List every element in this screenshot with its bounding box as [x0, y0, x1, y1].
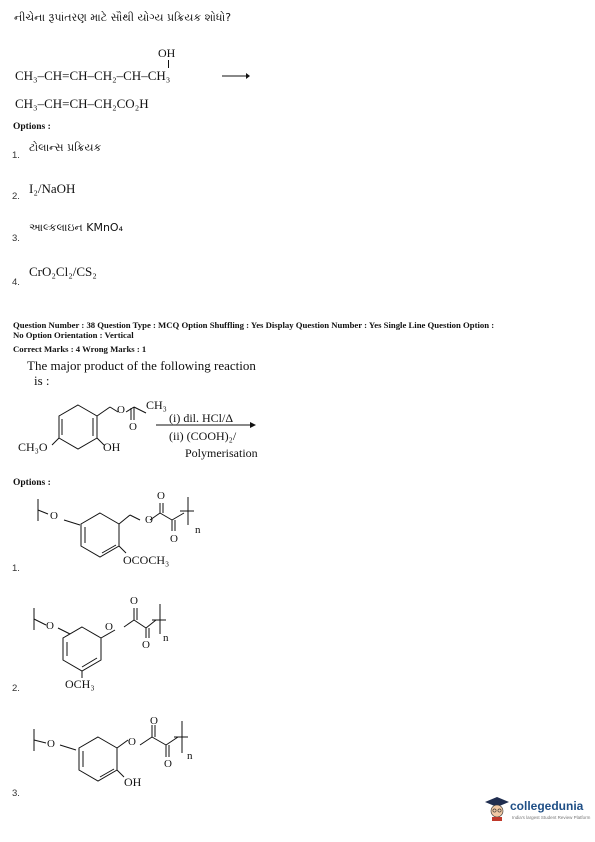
ester-o-label: O — [128, 736, 136, 748]
ether-o-label: O — [117, 404, 125, 416]
q37-option-3[interactable]: આલ્કલાઇન KMnO₄ — [29, 221, 123, 234]
carbonyl-o-label: O — [157, 490, 165, 502]
q37-option-2[interactable]: I₂/NaOH — [29, 181, 76, 196]
carbonyl-o-label: O — [130, 595, 138, 607]
q38-marks: Correct Marks : 4 Wrong Marks : 1 — [13, 344, 147, 354]
ether-o-label: O — [47, 738, 55, 750]
option-number: 3. — [12, 788, 20, 799]
ester-o-label: O — [145, 514, 153, 526]
carbonyl-o-label: O — [170, 533, 178, 545]
repeat-n-label: n — [187, 750, 193, 762]
option-number: 1. — [12, 150, 20, 161]
condition-1: (i) dil. HCl/Δ — [169, 411, 234, 425]
option-number: 2. — [12, 191, 20, 202]
option-1-polymer-structure[interactable] — [20, 493, 220, 568]
q38-question-line-1: The major product of the following reaction — [27, 358, 256, 373]
q38-meta-line-2: No Option Orientation : Vertical — [13, 330, 134, 340]
reaction-arrow — [222, 70, 250, 82]
q37-options-label: Options : — [13, 122, 51, 132]
q38-meta-line-1: Question Number : 38 Question Type : MCQ Option Shuffling : Yes Display Question Number : Yes Single Line Question Option : — [13, 320, 495, 330]
repeat-n-label: n — [163, 632, 169, 644]
option-2-substituent: OCH₃ — [65, 677, 95, 691]
condition-3: Polymerisation — [185, 446, 258, 460]
oh-label: OH — [158, 46, 176, 60]
oh-label: OH — [103, 440, 121, 454]
ether-o-label: O — [50, 510, 58, 522]
reactant-formula: CH₃–CH=CH–CH₂–CH–CH₃ — [15, 68, 171, 83]
q37-question: નીચેના રૂપાંતરણ માટે સૌથી યોગ્ય પ્રક્રિયક શોધો? — [14, 11, 232, 24]
oh-bond — [168, 60, 169, 68]
carbonyl-o-label: O — [142, 639, 150, 651]
ch3-top-label: CH₃ — [146, 398, 167, 412]
product-formula: CH₃–CH=CH–CH₂CO₂H — [15, 96, 149, 111]
brand-name: collegedunia — [510, 799, 584, 813]
graduate-mascot-icon — [484, 795, 510, 821]
q37-option-4[interactable]: CrO₂Cl₂/CS₂ — [29, 264, 97, 279]
ch3o-label: CH₃O — [18, 440, 48, 454]
option-number: 4. — [12, 277, 20, 288]
q38-question-line-2: is : — [34, 373, 50, 388]
brand-tagline: India's largest Student Review Platform — [512, 815, 591, 820]
condition-2: (ii) (COOH)₂/ — [169, 429, 237, 443]
ester-o-label: O — [105, 621, 113, 633]
option-number: 3. — [12, 233, 20, 244]
option-3-substituent: OH — [124, 775, 142, 789]
option-number: 2. — [12, 683, 20, 694]
repeat-n-label: n — [195, 524, 201, 536]
carbonyl-o-label: O — [129, 421, 137, 433]
carbonyl-o-label: O — [164, 758, 172, 770]
option-2-polymer-structure[interactable] — [20, 598, 220, 678]
option-1-substituent: OCOCH₃ — [123, 553, 170, 567]
ether-o-label: O — [46, 620, 54, 632]
q37-option-1[interactable]: ટોલાન્સ પ્રક્રિયક — [29, 141, 102, 154]
option-number: 1. — [12, 563, 20, 574]
carbonyl-o-label: O — [150, 715, 158, 727]
q38-options-label: Options : — [13, 478, 51, 488]
